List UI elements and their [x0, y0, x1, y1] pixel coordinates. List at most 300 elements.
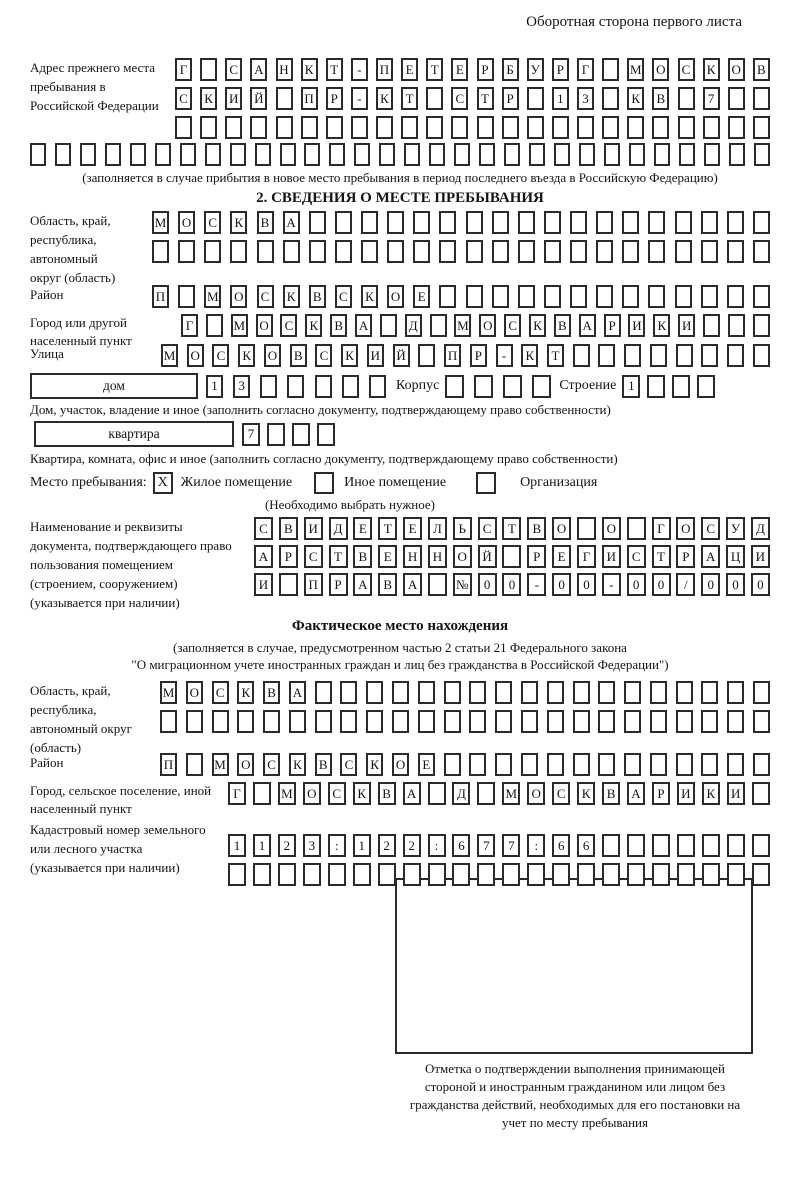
char-cell: И — [602, 545, 621, 568]
char-cell — [502, 545, 521, 568]
char-cell — [403, 863, 421, 886]
char-cell — [702, 863, 720, 886]
char-cell: М — [160, 681, 177, 704]
char-cell: О — [186, 681, 203, 704]
char-cell: 0 — [552, 573, 571, 596]
char-cell: В — [309, 285, 326, 308]
char-cell: Е — [401, 58, 418, 81]
char-cell: С — [701, 517, 720, 540]
char-cell — [547, 753, 564, 776]
char-cell — [647, 375, 665, 398]
prev-address-row-2 — [175, 87, 770, 110]
char-cell — [204, 240, 221, 263]
char-cell: М — [161, 344, 178, 367]
char-cell — [225, 116, 242, 139]
char-cell: Ц — [726, 545, 745, 568]
char-cell: К — [238, 344, 255, 367]
actual-oblast-label: Область, край, республика, автономный округ (область) — [30, 683, 132, 755]
char-cell — [335, 211, 352, 234]
char-cell: Е — [413, 285, 430, 308]
char-cell: К — [305, 314, 322, 337]
char-cell: 1 — [206, 375, 223, 398]
char-cell — [596, 240, 613, 263]
char-cell — [650, 681, 667, 704]
char-cell: С — [280, 314, 297, 337]
actual-gorod-label: Город, сельское поселение, иной населенный пункт — [30, 783, 212, 816]
char-cell — [354, 143, 370, 166]
char-cell: С — [340, 753, 357, 776]
char-cell: В — [753, 58, 770, 81]
actual-oblast-block — [30, 681, 770, 757]
char-cell — [577, 116, 594, 139]
char-cell — [701, 240, 718, 263]
char-cell: О — [187, 344, 204, 367]
char-cell: Г — [577, 58, 594, 81]
dom-number-cells — [206, 375, 386, 398]
char-cell — [454, 143, 470, 166]
actual-gorod-block — [30, 782, 770, 818]
char-cell — [624, 344, 641, 367]
char-cell — [255, 143, 271, 166]
char-cell — [289, 710, 306, 733]
kvartira-type-box: квартира — [34, 421, 234, 447]
char-cell — [287, 375, 304, 398]
char-cell: Т — [547, 344, 564, 367]
actual-gorod-row — [228, 782, 770, 805]
char-cell: Д — [751, 517, 770, 540]
char-cell — [361, 240, 378, 263]
char-cell — [518, 285, 535, 308]
sec2-gorod-row — [181, 314, 770, 337]
char-cell — [753, 87, 770, 110]
char-cell: 1 — [228, 834, 246, 857]
char-cell — [430, 314, 447, 337]
char-cell — [426, 87, 443, 110]
char-cell — [253, 782, 271, 805]
korpus-label: Корпус — [396, 378, 440, 393]
char-cell: В — [652, 87, 669, 110]
char-cell — [479, 143, 495, 166]
char-cell — [652, 116, 669, 139]
char-cell — [727, 753, 744, 776]
char-cell: С — [257, 285, 274, 308]
char-cell: К — [301, 58, 318, 81]
char-cell — [474, 375, 493, 398]
char-cell — [340, 710, 357, 733]
char-cell — [622, 211, 639, 234]
char-cell — [678, 116, 695, 139]
char-cell — [230, 240, 247, 263]
char-cell — [228, 863, 246, 886]
char-cell: Р — [604, 314, 621, 337]
char-cell — [570, 240, 587, 263]
char-cell — [504, 143, 520, 166]
char-cell: А — [355, 314, 372, 337]
char-cell — [753, 211, 770, 234]
char-cell — [577, 863, 595, 886]
prev-address-note: (заполняется в случае прибытия в новое место пребывания в период последнего въезда в Российскую Федерацию) — [82, 170, 718, 185]
char-cell: : — [328, 834, 346, 857]
actual-location-note-2: "О миграционном учете иностранных граждан и лиц без гражданства в Российской Федерации") — [131, 657, 669, 672]
char-cell: Р — [326, 87, 343, 110]
char-cell: 0 — [478, 573, 497, 596]
char-cell: С — [678, 58, 695, 81]
char-cell: Г — [577, 545, 596, 568]
char-cell — [178, 285, 195, 308]
char-cell: Т — [426, 58, 443, 81]
char-cell — [105, 143, 121, 166]
char-cell — [175, 116, 192, 139]
char-cell: А — [254, 545, 273, 568]
char-cell: В — [554, 314, 571, 337]
char-cell: О — [264, 344, 281, 367]
stroenie-label: Строение — [559, 378, 617, 393]
char-cell: П — [160, 753, 177, 776]
char-cell — [577, 517, 596, 540]
char-cell — [677, 834, 695, 857]
sec2-oblast-row-2 — [152, 240, 770, 263]
char-cell: Л — [428, 517, 447, 540]
char-cell: 0 — [751, 573, 770, 596]
char-cell: Й — [250, 87, 267, 110]
char-cell: 0 — [502, 573, 521, 596]
char-cell: 0 — [627, 573, 646, 596]
stay-type-option-organization-label: Организация — [520, 475, 598, 490]
char-cell: Г — [175, 58, 192, 81]
char-cell — [451, 116, 468, 139]
char-cell — [283, 240, 300, 263]
actual-location-note-1: (заполняется в случае, предусмотренном частью 2 статьи 21 Федерального закона — [173, 640, 627, 655]
char-cell — [675, 240, 692, 263]
char-cell: Н — [403, 545, 422, 568]
char-cell: О — [527, 782, 545, 805]
char-cell: Р — [470, 344, 487, 367]
char-cell: И — [367, 344, 384, 367]
char-cell: О — [676, 517, 695, 540]
char-cell — [413, 240, 430, 263]
char-cell: О — [256, 314, 273, 337]
char-cell — [353, 863, 371, 886]
char-cell: Р — [527, 545, 546, 568]
char-cell — [315, 375, 332, 398]
stay-type-option-other-label: Иное помещение — [344, 475, 447, 490]
char-cell: К — [376, 87, 393, 110]
char-cell: С — [175, 87, 192, 110]
char-cell — [570, 285, 587, 308]
char-cell: И — [751, 545, 770, 568]
char-cell — [728, 87, 745, 110]
char-cell: М — [231, 314, 248, 337]
char-cell — [729, 143, 745, 166]
char-cell — [701, 710, 718, 733]
char-cell — [547, 681, 564, 704]
char-cell — [469, 753, 486, 776]
char-cell — [570, 211, 587, 234]
char-cell: М — [454, 314, 471, 337]
char-cell: П — [152, 285, 169, 308]
char-cell — [602, 834, 620, 857]
actual-oblast-row-1 — [160, 681, 770, 704]
dom-row — [30, 373, 770, 399]
char-cell — [212, 710, 229, 733]
char-cell: С — [263, 753, 280, 776]
char-cell — [237, 710, 254, 733]
char-cell — [444, 710, 461, 733]
char-cell: 2 — [378, 834, 396, 857]
char-cell — [369, 375, 386, 398]
sec2-oblast-row-1 — [152, 211, 770, 234]
char-cell — [469, 681, 486, 704]
prev-address-row-1 — [175, 58, 770, 81]
char-cell — [552, 863, 570, 886]
char-cell — [727, 863, 745, 886]
char-cell: 6 — [452, 834, 470, 857]
char-cell: Н — [276, 58, 293, 81]
char-cell: К — [341, 344, 358, 367]
char-cell: Р — [329, 573, 348, 596]
char-cell — [380, 314, 397, 337]
char-cell — [387, 240, 404, 263]
char-cell — [678, 87, 695, 110]
char-cell: И — [254, 573, 273, 596]
char-cell — [727, 240, 744, 263]
char-cell — [598, 681, 615, 704]
char-cell — [697, 375, 715, 398]
char-cell — [573, 710, 590, 733]
char-cell — [401, 116, 418, 139]
char-cell — [527, 863, 545, 886]
char-cell: 2 — [278, 834, 296, 857]
stay-type-checkbox-residential[interactable]: X — [153, 472, 173, 494]
char-cell — [418, 344, 435, 367]
char-cell — [627, 116, 644, 139]
char-cell — [527, 116, 544, 139]
korpus-cells — [445, 375, 551, 398]
char-cell — [675, 211, 692, 234]
char-cell — [704, 143, 720, 166]
char-cell: С — [212, 681, 229, 704]
char-cell: П — [376, 58, 393, 81]
char-cell — [309, 211, 326, 234]
char-cell — [445, 375, 464, 398]
char-cell — [250, 116, 267, 139]
char-cell — [257, 240, 274, 263]
char-cell — [547, 710, 564, 733]
char-cell: Е — [403, 517, 422, 540]
char-cell — [648, 211, 665, 234]
char-cell: Р — [652, 782, 670, 805]
char-cell — [552, 116, 569, 139]
char-cell — [727, 211, 744, 234]
char-cell: 6 — [552, 834, 570, 857]
char-cell — [703, 314, 720, 337]
char-cell: С — [328, 782, 346, 805]
char-cell — [180, 143, 196, 166]
char-cell: Т — [652, 545, 671, 568]
char-cell — [602, 116, 619, 139]
char-cell — [627, 863, 645, 886]
char-cell — [426, 116, 443, 139]
char-cell — [518, 240, 535, 263]
char-cell: К — [200, 87, 217, 110]
stay-type-label: Место пребывания: — [30, 475, 147, 490]
char-cell: О — [237, 753, 254, 776]
stay-type-checkbox-other[interactable] — [314, 472, 334, 494]
stay-type-note: (Необходимо выбрать нужное) — [264, 497, 436, 512]
char-cell — [753, 753, 770, 776]
char-cell: А — [579, 314, 596, 337]
sec2-gorod-label: Город или другой населенный пункт — [30, 315, 132, 348]
char-cell: Р — [552, 58, 569, 81]
char-cell — [727, 681, 744, 704]
kvartira-note: Квартира, комната, офис и иное (заполнить согласно документу, подтверждающему право собственности) — [30, 451, 618, 466]
char-cell — [532, 375, 551, 398]
char-cell — [701, 344, 718, 367]
char-cell: 3 — [233, 375, 250, 398]
char-cell — [624, 710, 641, 733]
char-cell — [366, 681, 383, 704]
char-cell — [727, 344, 744, 367]
stroenie-cells — [622, 375, 715, 398]
char-cell: К — [653, 314, 670, 337]
char-cell: Д — [405, 314, 422, 337]
char-cell — [418, 710, 435, 733]
char-cell — [155, 143, 171, 166]
char-cell: К — [529, 314, 546, 337]
document-row-1 — [254, 517, 770, 540]
char-cell — [676, 710, 693, 733]
char-cell — [342, 375, 359, 398]
char-cell: К — [521, 344, 538, 367]
char-cell: С — [478, 517, 497, 540]
char-cell — [267, 423, 285, 446]
char-cell — [301, 116, 318, 139]
char-cell — [701, 753, 718, 776]
char-cell — [676, 344, 693, 367]
char-cell: К — [366, 753, 383, 776]
char-cell — [328, 863, 346, 886]
char-cell — [518, 211, 535, 234]
char-cell — [554, 143, 570, 166]
char-cell: М — [204, 285, 221, 308]
char-cell: О — [387, 285, 404, 308]
char-cell: Е — [418, 753, 435, 776]
char-cell — [200, 116, 217, 139]
char-cell: В — [257, 211, 274, 234]
char-cell — [650, 710, 667, 733]
sec2-oblast-label: Область, край, республика, автономный округ (область) — [30, 213, 116, 285]
char-cell — [315, 710, 332, 733]
char-cell: Е — [378, 545, 397, 568]
char-cell — [418, 681, 435, 704]
document-block — [30, 517, 770, 612]
char-cell — [502, 863, 520, 886]
char-cell: Е — [552, 545, 571, 568]
char-cell: В — [378, 782, 396, 805]
char-cell: С — [204, 211, 221, 234]
char-cell — [335, 240, 352, 263]
stay-type-checkbox-organization[interactable] — [476, 472, 496, 494]
char-cell: М — [212, 753, 229, 776]
char-cell: К — [289, 753, 306, 776]
actual-oblast-row-2 — [160, 710, 770, 733]
char-cell: : — [527, 834, 545, 857]
char-cell — [304, 143, 320, 166]
char-cell — [303, 863, 321, 886]
char-cell: 1 — [253, 834, 271, 857]
char-cell — [544, 211, 561, 234]
char-cell: А — [289, 681, 306, 704]
char-cell: К — [361, 285, 378, 308]
char-cell: Ь — [453, 517, 472, 540]
char-cell — [428, 782, 446, 805]
char-cell: Р — [279, 545, 298, 568]
char-cell — [292, 423, 310, 446]
char-cell: 7 — [242, 423, 260, 446]
char-cell: 0 — [701, 573, 720, 596]
prev-address-label: Адрес прежнего места пребывания в Российской Федерации — [30, 60, 159, 113]
char-cell: 2 — [403, 834, 421, 857]
char-cell: Т — [378, 517, 397, 540]
char-cell — [529, 143, 545, 166]
char-cell — [624, 753, 641, 776]
char-cell — [648, 240, 665, 263]
actual-rayon-row — [160, 753, 770, 776]
prev-address-row-3 — [175, 116, 770, 139]
char-cell — [466, 211, 483, 234]
char-cell: - — [351, 58, 368, 81]
char-cell — [596, 211, 613, 234]
char-cell — [573, 753, 590, 776]
dom-note: Дом, участок, владение и иное (заполнить согласно документу, подтверждающему право собственности) — [30, 402, 611, 417]
char-cell: С — [335, 285, 352, 308]
char-cell — [276, 116, 293, 139]
char-cell: П — [301, 87, 318, 110]
char-cell: / — [676, 573, 695, 596]
char-cell — [30, 143, 46, 166]
char-cell: О — [303, 782, 321, 805]
char-cell — [439, 285, 456, 308]
sec2-rayon-label: Район — [30, 287, 64, 302]
char-cell — [495, 753, 512, 776]
char-cell — [727, 710, 744, 733]
char-cell — [376, 116, 393, 139]
cadastre-label: Кадастровый номер земельного или лесного участка (указывается при наличии) — [30, 822, 206, 875]
char-cell: В — [353, 545, 372, 568]
char-cell — [654, 143, 670, 166]
char-cell — [544, 285, 561, 308]
char-cell — [469, 710, 486, 733]
char-cell: А — [627, 782, 645, 805]
char-cell — [230, 143, 246, 166]
char-cell — [428, 573, 447, 596]
prev-address-row-4 — [30, 143, 770, 166]
stamp-box — [395, 878, 753, 1054]
char-cell: 7 — [703, 87, 720, 110]
char-cell — [573, 681, 590, 704]
char-cell — [521, 710, 538, 733]
char-cell — [200, 58, 217, 81]
char-cell: К — [577, 782, 595, 805]
char-cell: О — [230, 285, 247, 308]
char-cell — [477, 863, 495, 886]
char-cell — [278, 863, 296, 886]
char-cell — [521, 753, 538, 776]
char-cell — [650, 753, 667, 776]
char-cell — [392, 681, 409, 704]
char-cell — [602, 87, 619, 110]
char-cell — [502, 116, 519, 139]
